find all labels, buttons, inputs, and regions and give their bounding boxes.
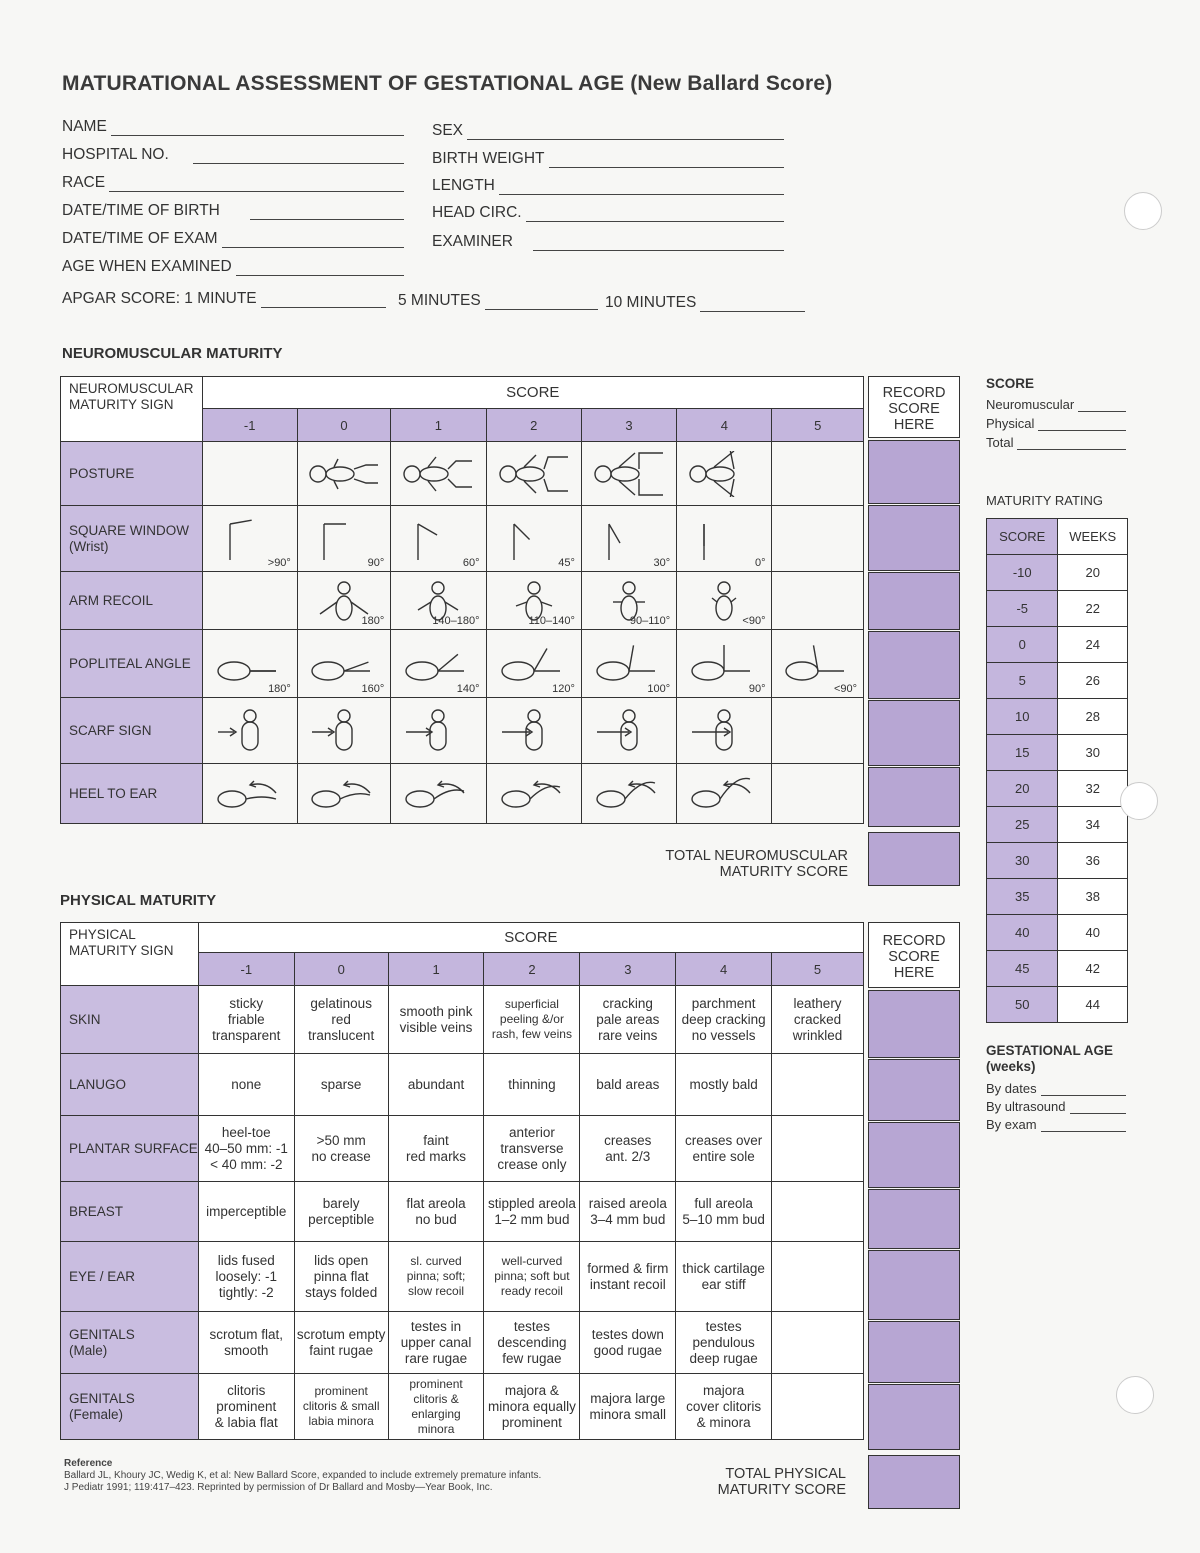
maturity-rating-row xyxy=(987,843,1128,879)
physical-cell: majora cover clitoris & minora xyxy=(676,1374,772,1440)
score-summary: SCORE Neuromuscular Physical Total xyxy=(986,376,1126,450)
neuro-score-col-3: 2 xyxy=(486,409,581,442)
physical-cell: leathery cracked wrinkled xyxy=(772,986,864,1054)
physical-row-label: BREAST xyxy=(61,1182,199,1242)
neuro-cell xyxy=(772,442,864,506)
maturity-figure-icon xyxy=(304,451,384,497)
neuro-cell xyxy=(202,630,297,698)
physical-cell xyxy=(772,1182,864,1242)
physical-cell xyxy=(772,1242,864,1312)
physical-section-title: PHYSICAL MATURITY xyxy=(60,892,217,909)
date-time-exam-field[interactable]: DATE/TIME OF EXAM xyxy=(62,230,404,248)
maturity-figure-icon xyxy=(589,641,669,687)
physical-score-header: SCORE xyxy=(198,923,863,953)
maturity-rating-table xyxy=(986,518,1128,1023)
neuro-row xyxy=(61,442,864,506)
angle-label: 0° xyxy=(754,557,766,569)
physical-row xyxy=(61,986,864,1054)
neuro-row xyxy=(61,764,864,824)
physical-cell: scrotum empty faint rugae xyxy=(294,1312,388,1374)
physical-cell: prominent clitoris & small labia minora xyxy=(294,1374,388,1440)
neuro-cell xyxy=(677,572,772,630)
neuro-cell xyxy=(677,764,772,824)
neuro-cell xyxy=(772,764,864,824)
neuro-cell xyxy=(391,506,486,572)
physical-cell: lids open pinna flat stays folded xyxy=(294,1242,388,1312)
physical-score-col-0: -1 xyxy=(198,953,294,986)
physical-total-score-box[interactable] xyxy=(868,1455,960,1509)
neuro-cell xyxy=(297,630,390,698)
neuro-cell xyxy=(486,630,581,698)
neuro-record-column xyxy=(868,376,962,890)
physical-score-col-6: 5 xyxy=(772,953,864,986)
neuro-row-label: HEEL TO EAR xyxy=(61,764,203,824)
neuro-cell xyxy=(677,698,772,764)
physical-cell xyxy=(772,1312,864,1374)
physical-score-col-4: 3 xyxy=(580,953,676,986)
physical-row-label: SKIN xyxy=(61,986,199,1054)
neuro-cell xyxy=(677,630,772,698)
physical-record-cell[interactable] xyxy=(868,990,960,1058)
maturity-weeks-value: 24 xyxy=(1058,627,1128,663)
binder-hole xyxy=(1116,1376,1154,1414)
physical-cell: smooth pink visible veins xyxy=(388,986,484,1054)
binder-hole xyxy=(1124,192,1162,230)
maturity-weeks-value: 42 xyxy=(1058,951,1128,987)
neuro-row-label: POSTURE xyxy=(61,442,203,506)
name-field[interactable]: NAME xyxy=(62,118,404,136)
maturity-score-value: 20 xyxy=(987,771,1058,807)
maturity-weeks-value: 28 xyxy=(1058,699,1128,735)
physical-cell: sticky friable transparent xyxy=(198,986,294,1054)
neuro-cell xyxy=(581,698,676,764)
page-title: MATURATIONAL ASSESSMENT OF GESTATIONAL AGE (New Ballard Score) xyxy=(62,72,833,95)
maturity-figure-icon xyxy=(684,516,764,562)
maturity-score-value: -10 xyxy=(987,555,1058,591)
maturity-score-value: 25 xyxy=(987,807,1058,843)
physical-total-label: TOTAL PHYSICAL MATURITY SCORE xyxy=(717,1466,846,1498)
maturity-figure-icon xyxy=(210,708,290,754)
sex-field[interactable]: SEX xyxy=(432,122,784,140)
physical-cell: bald areas xyxy=(580,1054,676,1116)
neuro-row xyxy=(61,698,864,764)
physical-cell: full areola 5–10 mm bud xyxy=(676,1182,772,1242)
neuro-cell xyxy=(297,506,390,572)
neuro-cell xyxy=(677,442,772,506)
neuro-cell xyxy=(297,698,390,764)
physical-record-header: RECORD SCORE HERE xyxy=(868,922,960,988)
neuro-cell xyxy=(202,698,297,764)
maturity-figure-icon xyxy=(684,771,764,817)
score-total-field[interactable]: Total xyxy=(986,435,1126,450)
maturity-weeks-value: 30 xyxy=(1058,735,1128,771)
physical-cell xyxy=(772,1116,864,1182)
physical-cell: thick cartilage ear stiff xyxy=(676,1242,772,1312)
neuro-row-label: POPLITEAL ANGLE xyxy=(61,630,203,698)
maturity-figure-icon xyxy=(210,516,290,562)
neuro-record-cell[interactable] xyxy=(868,767,960,827)
physical-cell: anterior transverse crease only xyxy=(484,1116,580,1182)
neuro-score-col-6: 5 xyxy=(772,409,864,442)
ga-by-exam-field[interactable]: By exam xyxy=(986,1117,1126,1132)
physical-cell: cracking pale areas rare veins xyxy=(580,986,676,1054)
angle-label: 90° xyxy=(748,683,766,695)
maturity-figure-icon xyxy=(494,771,574,817)
maturity-rating-title: MATURITY RATING xyxy=(986,493,1103,508)
neuro-cell xyxy=(391,698,486,764)
maturity-rating-row xyxy=(987,735,1128,771)
maturity-figure-icon xyxy=(589,451,669,497)
age-examined-field[interactable]: AGE WHEN EXAMINED xyxy=(62,258,404,276)
physical-cell: formed & firm instant recoil xyxy=(580,1242,676,1312)
maturity-figure-icon xyxy=(304,771,384,817)
neuro-cell xyxy=(297,442,390,506)
apgar-10min-field[interactable]: 10 MINUTES xyxy=(605,294,805,312)
maturity-figure-icon xyxy=(494,451,574,497)
neuro-table xyxy=(60,376,864,824)
physical-row-label: EYE / EAR xyxy=(61,1242,199,1312)
neuro-cell xyxy=(772,572,864,630)
physical-record-cell[interactable] xyxy=(868,1189,960,1249)
angle-label: 45° xyxy=(558,557,575,569)
maturity-rating-row xyxy=(987,807,1128,843)
maturity-weeks-value: 40 xyxy=(1058,915,1128,951)
physical-cell: imperceptible xyxy=(198,1182,294,1242)
neuro-cell xyxy=(297,572,390,630)
neuro-row xyxy=(61,506,864,572)
physical-cell: testes pendulous deep rugae xyxy=(676,1312,772,1374)
physical-cell: lids fused loosely: -1 tightly: -2 xyxy=(198,1242,294,1312)
maturity-figure-icon xyxy=(778,641,858,687)
neuro-row xyxy=(61,630,864,698)
maturity-figure-icon xyxy=(494,708,574,754)
neuro-cell xyxy=(486,764,581,824)
maturity-figure-icon xyxy=(684,641,764,687)
physical-cell: raised areola 3–4 mm bud xyxy=(580,1182,676,1242)
physical-cell: superficial peeling &/or rash, few veins xyxy=(484,986,580,1054)
neuro-cell xyxy=(391,764,486,824)
maturity-figure-icon xyxy=(210,771,290,817)
neuro-row-label: ARM RECOIL xyxy=(61,572,203,630)
angle-label: 60° xyxy=(462,557,480,569)
neuro-total-label: TOTAL NEUROMUSCULAR MATURITY SCORE xyxy=(665,848,848,880)
maturity-rating-row xyxy=(987,699,1128,735)
score-physical-field[interactable]: Physical xyxy=(986,416,1126,431)
maturity-weeks-value: 44 xyxy=(1058,987,1128,1023)
neuro-score-col-0: -1 xyxy=(202,409,297,442)
physical-cell: abundant xyxy=(388,1054,484,1116)
maturity-figure-icon xyxy=(589,516,669,562)
neuro-score-col-5: 4 xyxy=(677,409,772,442)
maturity-score-value: 0 xyxy=(987,627,1058,663)
angle-label: 180° xyxy=(268,683,291,695)
physical-row-label: GENITALS (Male) xyxy=(61,1312,199,1374)
maturity-score-value: 30 xyxy=(987,843,1058,879)
neuro-record-cell[interactable] xyxy=(868,440,960,504)
physical-cell: creases over entire sole xyxy=(676,1116,772,1182)
reference: Reference Ballard JL, Khoury JC, Wedig K, et al: New Ballard Score, expanded to include extremely premature infants. J Pediatr 1991; 119:417–423. Reprinted by permission of Dr Ballard and Mosby—Year Book, Inc. xyxy=(64,1458,542,1493)
gestational-age: GESTATIONAL AGE (weeks) By dates By ultrasound By exam xyxy=(986,1043,1126,1132)
maturity-rating-row xyxy=(987,915,1128,951)
neuro-score-col-1: 0 xyxy=(297,409,390,442)
angle-label: 30° xyxy=(653,557,671,569)
neuro-cell xyxy=(486,506,581,572)
physical-cell: well-curved pinna; soft but ready recoil xyxy=(484,1242,580,1312)
physical-row xyxy=(61,1182,864,1242)
physical-score-col-1: 0 xyxy=(294,953,388,986)
maturity-figure-icon xyxy=(398,708,478,754)
physical-cell: majora large minora small xyxy=(580,1374,676,1440)
physical-cell: flat areola no bud xyxy=(388,1182,484,1242)
maturity-weeks-value: 26 xyxy=(1058,663,1128,699)
apgar-5min-field[interactable]: 5 MINUTES xyxy=(398,292,598,310)
angle-label: <90° xyxy=(742,615,766,627)
maturity-figure-icon xyxy=(304,708,384,754)
maturity-figure-icon xyxy=(304,641,384,687)
maturity-score-value: 45 xyxy=(987,951,1058,987)
maturity-score-value: 50 xyxy=(987,987,1058,1023)
binder-hole xyxy=(1120,782,1158,820)
physical-row xyxy=(61,1116,864,1182)
physical-cell: none xyxy=(198,1054,294,1116)
maturity-score-value: 35 xyxy=(987,879,1058,915)
maturity-score-value: 15 xyxy=(987,735,1058,771)
physical-cell: gelatinous red translucent xyxy=(294,986,388,1054)
neuro-cell xyxy=(202,572,297,630)
physical-cell xyxy=(772,1374,864,1440)
angle-label: >90° xyxy=(267,557,291,569)
maturity-figure-icon xyxy=(398,641,478,687)
neuro-cell xyxy=(772,506,864,572)
maturity-weeks-header: WEEKS xyxy=(1058,519,1128,555)
maturity-figure-icon xyxy=(684,708,764,754)
maturity-weeks-value: 38 xyxy=(1058,879,1128,915)
maturity-weeks-value: 32 xyxy=(1058,771,1128,807)
neuro-cell xyxy=(581,442,676,506)
angle-label: 140° xyxy=(456,683,480,695)
maturity-weeks-value: 34 xyxy=(1058,807,1128,843)
maturity-rating-row xyxy=(987,591,1128,627)
maturity-rating-row xyxy=(987,771,1128,807)
neuro-section-title: NEUROMUSCULAR MATURITY xyxy=(62,345,283,362)
angle-label: 100° xyxy=(647,683,671,695)
date-time-birth-field[interactable]: DATE/TIME OF BIRTH xyxy=(62,202,404,220)
neuro-score-col-2: 1 xyxy=(391,409,486,442)
ga-by-dates-field[interactable]: By dates xyxy=(986,1081,1126,1096)
maturity-rating-row xyxy=(987,987,1128,1023)
maturity-rating-row xyxy=(987,951,1128,987)
neuro-cell xyxy=(581,506,676,572)
maturity-figure-icon xyxy=(304,516,384,562)
angle-label: 90–110° xyxy=(629,615,671,627)
physical-record-cell[interactable] xyxy=(868,1321,960,1383)
physical-cell: majora & minora equally prominent xyxy=(484,1374,580,1440)
angle-label: 160° xyxy=(361,683,385,695)
apgar-1min-field[interactable]: APGAR SCORE: 1 MINUTE xyxy=(62,290,386,308)
maturity-score-value: -5 xyxy=(987,591,1058,627)
physical-cell: clitoris prominent & labia flat xyxy=(198,1374,294,1440)
physical-table xyxy=(60,922,864,1440)
physical-cell: thinning xyxy=(484,1054,580,1116)
physical-cell: scrotum flat, smooth xyxy=(198,1312,294,1374)
maturity-rating-row xyxy=(987,555,1128,591)
examiner-field[interactable]: EXAMINER xyxy=(432,233,784,251)
maturity-weeks-value: 22 xyxy=(1058,591,1128,627)
birth-weight-field[interactable]: BIRTH WEIGHT xyxy=(432,150,784,168)
physical-cell: barely perceptible xyxy=(294,1182,388,1242)
physical-cell: testes in upper canal rare rugae xyxy=(388,1312,484,1374)
angle-label: 120° xyxy=(552,683,575,695)
physical-cell xyxy=(772,1054,864,1116)
maturity-figure-icon xyxy=(398,516,478,562)
neuro-row-label: SQUARE WINDOW (Wrist) xyxy=(61,506,203,572)
neuro-cell xyxy=(391,442,486,506)
physical-row xyxy=(61,1242,864,1312)
neuro-record-cell[interactable] xyxy=(868,700,960,766)
score-neuromuscular-field[interactable]: Neuromuscular xyxy=(986,397,1126,412)
neuro-score-col-4: 3 xyxy=(581,409,676,442)
neuro-cell xyxy=(391,572,486,630)
neuro-sign-header: NEUROMUSCULAR MATURITY SIGN xyxy=(61,377,203,442)
physical-row xyxy=(61,1374,864,1440)
physical-cell: sl. curved pinna; soft; slow recoil xyxy=(388,1242,484,1312)
angle-label: 140–180° xyxy=(432,615,480,627)
physical-row xyxy=(61,1054,864,1116)
maturity-rating-row xyxy=(987,663,1128,699)
physical-cell: stippled areola 1–2 mm bud xyxy=(484,1182,580,1242)
neuro-cell xyxy=(486,442,581,506)
neuro-cell xyxy=(772,630,864,698)
head-circ-field[interactable]: HEAD CIRC. xyxy=(432,204,784,222)
neuro-record-cell[interactable] xyxy=(868,572,960,630)
neuro-total-score-box[interactable] xyxy=(868,832,960,886)
maturity-figure-icon xyxy=(210,641,290,687)
physical-row-label: LANUGO xyxy=(61,1054,199,1116)
maturity-score-header: SCORE xyxy=(987,519,1058,555)
physical-record-cell[interactable] xyxy=(868,1384,960,1450)
physical-cell: sparse xyxy=(294,1054,388,1116)
neuro-cell xyxy=(486,572,581,630)
physical-cell: testes descending few rugae xyxy=(484,1312,580,1374)
neuro-cell xyxy=(581,764,676,824)
physical-cell: creases ant. 2/3 xyxy=(580,1116,676,1182)
maturity-figure-icon xyxy=(494,516,574,562)
physical-row xyxy=(61,1312,864,1374)
maturity-figure-icon xyxy=(494,641,574,687)
maturity-score-value: 10 xyxy=(987,699,1058,735)
neuro-cell xyxy=(297,764,390,824)
maturity-weeks-value: 36 xyxy=(1058,843,1128,879)
neuro-cell xyxy=(581,572,676,630)
physical-score-col-5: 4 xyxy=(676,953,772,986)
angle-label: 180° xyxy=(361,615,385,627)
physical-cell: faint red marks xyxy=(388,1116,484,1182)
physical-score-col-2: 1 xyxy=(388,953,484,986)
maturity-score-value: 5 xyxy=(987,663,1058,699)
neuro-cell xyxy=(202,764,297,824)
neuro-cell xyxy=(486,698,581,764)
neuro-row xyxy=(61,572,864,630)
neuro-cell xyxy=(391,630,486,698)
physical-cell: parchment deep cracking no vessels xyxy=(676,986,772,1054)
maturity-figure-icon xyxy=(684,451,764,497)
neuro-cell xyxy=(581,630,676,698)
neuro-score-header: SCORE xyxy=(202,377,863,409)
maturity-figure-icon xyxy=(589,771,669,817)
physical-cell: heel-toe 40–50 mm: -1 < 40 mm: -2 xyxy=(198,1116,294,1182)
race-field[interactable]: RACE xyxy=(62,174,404,192)
neuro-row-label: SCARF SIGN xyxy=(61,698,203,764)
angle-label: 90° xyxy=(367,557,385,569)
physical-cell: prominent clitoris & enlarging minora xyxy=(388,1374,484,1440)
angle-label: 110–140° xyxy=(528,615,575,627)
hospital-no-field[interactable]: HOSPITAL NO. xyxy=(62,146,404,164)
physical-record-cell[interactable] xyxy=(868,1059,960,1121)
physical-score-col-3: 2 xyxy=(484,953,580,986)
length-field[interactable]: LENGTH xyxy=(432,177,784,195)
maturity-figure-icon xyxy=(398,771,478,817)
neuro-cell xyxy=(772,698,864,764)
neuro-record-header: RECORD SCORE HERE xyxy=(868,376,960,438)
physical-cell: >50 mm no crease xyxy=(294,1116,388,1182)
physical-row-label: PLANTAR SURFACE xyxy=(61,1116,199,1182)
maturity-rating-row xyxy=(987,627,1128,663)
ga-by-ultrasound-field[interactable]: By ultrasound xyxy=(986,1099,1126,1114)
physical-cell: testes down good rugae xyxy=(580,1312,676,1374)
angle-label: <90° xyxy=(833,683,857,695)
neuro-cell xyxy=(677,506,772,572)
physical-record-cell[interactable] xyxy=(868,1250,960,1320)
neuro-record-cell[interactable] xyxy=(868,631,960,699)
neuro-cell xyxy=(202,442,297,506)
physical-row-label: GENITALS (Female) xyxy=(61,1374,199,1440)
maturity-rating-row xyxy=(987,879,1128,915)
maturity-score-value: 40 xyxy=(987,915,1058,951)
physical-sign-header: PHYSICAL MATURITY SIGN xyxy=(61,923,199,986)
neuro-cell xyxy=(202,506,297,572)
neuro-record-cell[interactable] xyxy=(868,505,960,571)
physical-record-cell[interactable] xyxy=(868,1122,960,1188)
maturity-weeks-value: 20 xyxy=(1058,555,1128,591)
maturity-figure-icon xyxy=(398,451,478,497)
maturity-figure-icon xyxy=(589,708,669,754)
physical-cell: mostly bald xyxy=(676,1054,772,1116)
